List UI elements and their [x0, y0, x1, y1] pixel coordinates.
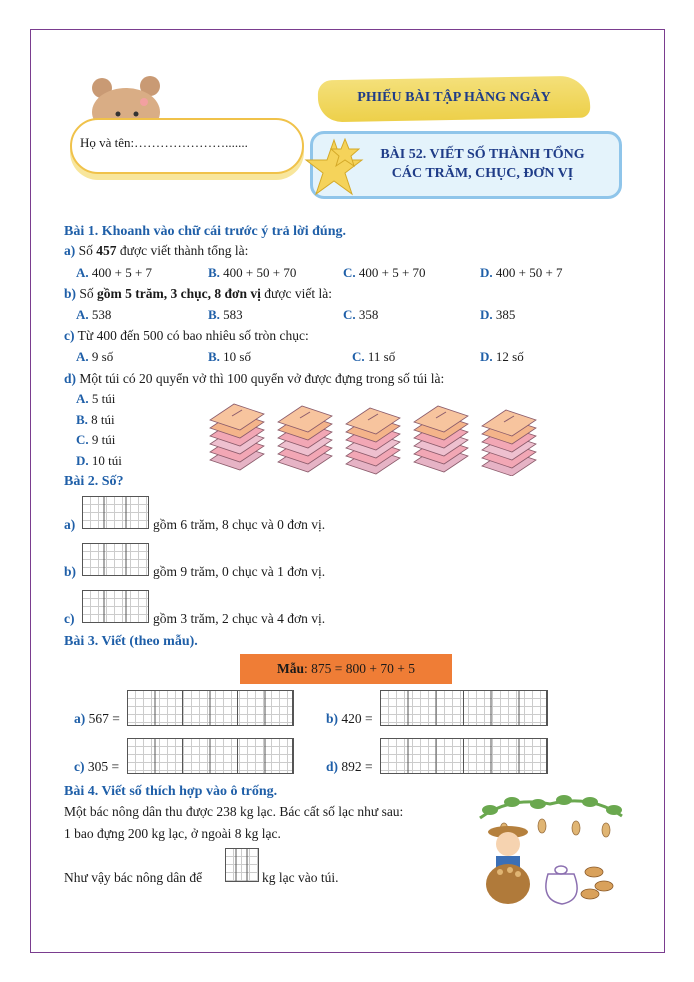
example-expression: : 875 = 800 + 70 + 5 [304, 661, 415, 676]
option-letter: A. [76, 265, 89, 280]
bai4-line2: 1 bao đựng 200 kg lạc, ở ngoài 8 kg lạc. [64, 826, 281, 841]
bai1-a-bold: 457 [96, 243, 117, 258]
option-text: 8 túi [91, 412, 115, 427]
example-box [240, 654, 452, 684]
bai1-c-label: c) [64, 328, 75, 343]
option-text: 538 [91, 307, 112, 322]
option-text: 400 + 50 + 70 [223, 265, 297, 280]
option-letter: B. [76, 412, 88, 427]
option-text: 358 [358, 307, 379, 322]
option-letter: D. [480, 349, 493, 364]
option-text: 583 [223, 307, 243, 322]
bai1-c-text: Từ 400 đến 500 có bao nhiêu số tròn chục: [77, 328, 309, 343]
banner-title: PHIẾU BÀI TẬP HÀNG NGÀY [357, 90, 551, 105]
notebook-stack-1 [210, 404, 264, 470]
lesson-title [355, 145, 610, 183]
bai3-d-label: d) [326, 759, 339, 774]
bai3-c-question [74, 759, 119, 775]
bai2-a-text: gồm 6 trăm, 8 chục và 0 đơn vị. [153, 517, 326, 532]
bai3-title: Bài 3. Viết (theo mẫu). [64, 634, 198, 649]
option-letter: C. [352, 349, 365, 364]
bai1-b-question [64, 286, 332, 302]
notebook-stack-5 [482, 410, 536, 476]
option-letter: C. [343, 265, 356, 280]
bai1-b-option-c[interactable] [343, 307, 378, 323]
bai2-b-label: b) [64, 564, 77, 579]
bai3-a-label: a) [74, 711, 86, 726]
bai3-d-answer-box[interactable] [380, 738, 548, 774]
option-letter: C. [343, 307, 356, 322]
option-letter: C. [76, 432, 89, 447]
bai3-a-text: 567 = [88, 711, 120, 726]
bai2-c-label: c) [64, 611, 75, 626]
bai1-d-option-d[interactable] [76, 453, 122, 469]
bai1-c-option-d[interactable] [480, 349, 524, 365]
option-letter: A. [76, 307, 89, 322]
option-text: 400 + 5 + 7 [91, 265, 153, 280]
bai1-d-option-a[interactable] [76, 391, 115, 407]
notebook-stack-2 [278, 406, 332, 472]
bai1-c-option-b[interactable] [208, 349, 251, 365]
notebook-stack-4 [414, 406, 468, 472]
bai3-b-answer-box[interactable] [380, 690, 548, 726]
option-text: 5 túi [91, 391, 116, 406]
bai1-d-label: d) [64, 371, 77, 386]
bai4-line3-post: kg lạc vào túi. [262, 870, 339, 885]
bai3-a-answer-box[interactable] [127, 690, 294, 726]
option-letter: A. [76, 391, 89, 406]
notebook-stack-3 [346, 408, 400, 474]
option-letter: B. [208, 265, 220, 280]
option-text: 12 số [495, 349, 524, 364]
bai1-d-question [64, 371, 444, 387]
bai2-b-text: gồm 9 trăm, 0 chục và 1 đơn vị. [153, 564, 326, 579]
bai1-title: Bài 1. Khoanh vào chữ cái trước ý trả lời đúng. [64, 224, 346, 239]
bai3-d-question [326, 759, 373, 775]
bai3-c-text: 305 = [87, 759, 120, 774]
bai2-b-answer-box[interactable] [82, 543, 149, 576]
option-letter: A. [76, 349, 89, 364]
bai1-c-option-c[interactable] [352, 349, 395, 365]
option-text: 9 túi [91, 432, 116, 447]
bai4-title: Bài 4. Viết số thích hợp vào ô trống. [64, 784, 278, 799]
option-letter: D. [76, 453, 89, 468]
option-text: 11 số [367, 349, 396, 364]
bai1-a-option-a[interactable] [76, 265, 152, 281]
bai4-line3-pre: Như vậy bác nông dân để [64, 870, 203, 885]
bai1-b-option-d[interactable] [480, 307, 515, 323]
bai1-b-label: b) [64, 286, 77, 301]
name-field[interactable]: Họ và tên:…………………....... [80, 135, 248, 150]
bai1-d-option-b[interactable] [76, 412, 115, 428]
option-text: 385 [495, 307, 516, 322]
bai1-a-post: được viết thành tổng là: [116, 243, 249, 258]
bai4-answer-box[interactable] [225, 848, 259, 882]
option-text: 10 túi [91, 453, 122, 468]
notebook-stacks-illustration [202, 398, 552, 476]
bai2-c-text: gồm 3 trăm, 2 chục và 4 đơn vị. [153, 611, 326, 626]
bai1-d-text: Một túi có 20 quyển vở thì 100 quyển vở được đựng trong số túi là: [79, 371, 445, 386]
bai1-d-option-c[interactable] [76, 432, 115, 448]
bai3-d-text: 892 = [341, 759, 373, 774]
bai3-c-label: c) [74, 759, 85, 774]
bai1-a-pre: Số [78, 243, 97, 258]
option-letter: B. [208, 349, 220, 364]
bai3-a-question [74, 711, 120, 727]
bai2-a-answer-box[interactable] [82, 496, 149, 529]
lesson-title-line1: BÀI 52. VIẾT SỐ THÀNH TỔNG [380, 147, 585, 162]
bai2-title: Bài 2. Số? [64, 474, 124, 489]
bai3-c-answer-box[interactable] [127, 738, 294, 774]
bai1-b-post: được viết là: [260, 286, 332, 301]
bai3-b-label: b) [326, 711, 339, 726]
bai1-b-option-b[interactable] [208, 307, 243, 323]
option-text: 10 số [223, 349, 251, 364]
example-label: Mẫu [277, 661, 305, 676]
option-letter: D. [480, 307, 493, 322]
option-text: 400 + 5 + 70 [358, 265, 426, 280]
bai3-b-text: 420 = [341, 711, 373, 726]
bai1-a-label: a) [64, 243, 76, 258]
lesson-title-line2: CÁC TRĂM, CHỤC, ĐƠN VỊ [391, 166, 574, 181]
option-letter: D. [480, 265, 493, 280]
bai3-b-question [326, 711, 373, 727]
farmer-peanut-illustration [470, 790, 630, 912]
bai1-a-option-b[interactable] [208, 265, 296, 281]
bai4-line1: Một bác nông dân thu được 238 kg lạc. Bác cất số lạc như sau: [64, 804, 404, 819]
bai2-a-label: a) [64, 517, 76, 532]
bai2-c-answer-box[interactable] [82, 590, 149, 623]
bai1-a-option-d[interactable] [480, 265, 563, 281]
bai1-b-pre: Số [79, 286, 98, 301]
bai1-c-question [64, 328, 309, 344]
bai1-b-option-a[interactable] [76, 307, 111, 323]
bai1-a-option-c[interactable] [343, 265, 426, 281]
option-text: 9 số [91, 349, 114, 364]
option-letter: B. [208, 307, 220, 322]
bai1-b-bold: gồm 5 trăm, 3 chục, 8 đơn vị [97, 286, 261, 301]
bai1-a-question [64, 243, 248, 259]
option-text: 400 + 50 + 7 [495, 265, 563, 280]
bai1-c-option-a[interactable] [76, 349, 113, 365]
